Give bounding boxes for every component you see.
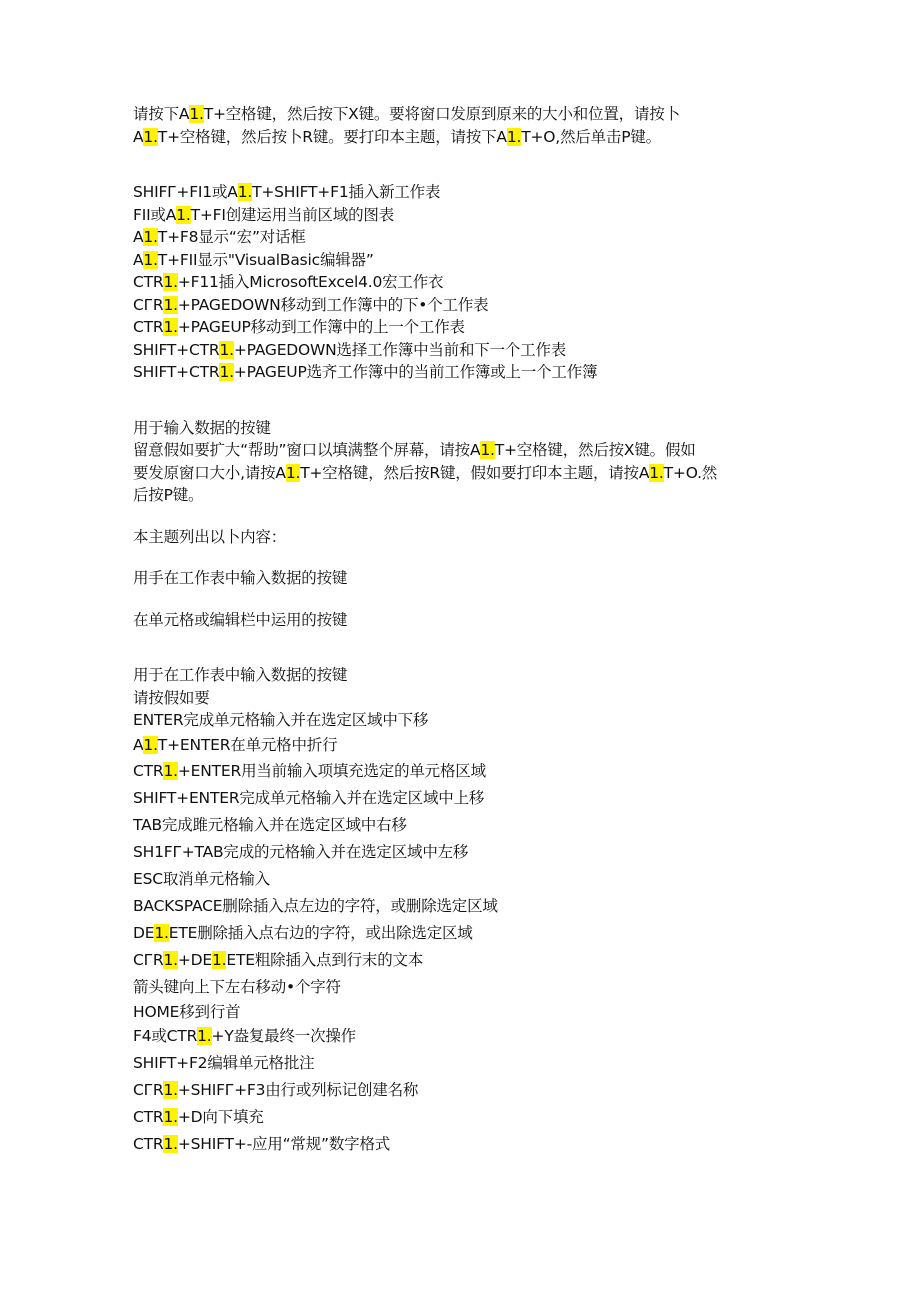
text-line <box>133 1023 773 1050</box>
text-segment: CTR <box>133 762 164 781</box>
text-segment: A <box>133 228 144 246</box>
text-segment: ETE粗除插入点到行末的文本 <box>226 950 424 969</box>
highlighted-text: 1. <box>163 273 178 291</box>
highlighted-text: 1. <box>163 1080 178 1099</box>
highlighted-text: 1. <box>176 205 191 224</box>
text-line <box>133 439 773 462</box>
text-segment: +PAGEUP移动到工作簿中的上一个工作表 <box>177 318 465 336</box>
text-segment: +PAGEDOWN移动到工作簿中的下•个工作表 <box>177 295 489 314</box>
text-segment: A <box>133 127 144 146</box>
text-segment: T+FII显示"VisualBasic编辑器” <box>157 250 374 269</box>
text-segment: +DE <box>177 950 212 969</box>
text-line <box>133 339 773 362</box>
text-line <box>133 1077 773 1104</box>
highlighted-text: 1. <box>506 127 522 146</box>
highlighted-text: 1. <box>219 363 234 381</box>
text-line <box>133 664 773 687</box>
text-line <box>133 839 773 866</box>
text-line <box>133 271 773 294</box>
text-segment: CTR <box>133 318 164 336</box>
paragraph-spacer <box>133 631 773 664</box>
highlighted-text: 1. <box>219 340 234 359</box>
text-segment: SH1FГ+TAB完成的元格输入并在选定区域中左移 <box>133 843 469 862</box>
text-line <box>133 709 773 732</box>
text-line <box>133 687 773 710</box>
text-segment: 箭头键向上下左右移动•个字符 <box>133 977 341 996</box>
text-segment: T+SHIFT+F1插入新工作表 <box>252 183 441 201</box>
text-line <box>133 204 773 227</box>
text-line <box>133 417 773 440</box>
highlighted-text: 1. <box>649 463 664 482</box>
text-line <box>133 462 773 485</box>
text-line <box>133 226 773 249</box>
text-segment: F4或CTR <box>133 1027 198 1046</box>
text-line <box>133 1001 773 1024</box>
text-segment: A <box>133 735 144 754</box>
text-line <box>133 947 773 974</box>
highlighted-text: 1. <box>211 950 227 969</box>
text-line <box>133 893 773 920</box>
text-line <box>133 361 773 384</box>
text-segment: CTR <box>133 1134 164 1153</box>
highlighted-text: 1. <box>163 762 178 781</box>
text-segment: T+空格键，然后按卜R键。要打印本主题，请按下A <box>157 127 507 146</box>
text-segment: +ENTER用当前输入项填充选定的单元格区域 <box>177 762 486 781</box>
text-segment: T+O,然后单击P键。 <box>521 127 661 146</box>
text-segment: T+F8显示“宏”对话框 <box>157 228 306 246</box>
paragraph-spacer <box>133 148 773 181</box>
text-segment: ETE删除插入点右边的字符，或出除选定区域 <box>168 923 473 942</box>
text-segment: CTR <box>133 273 164 291</box>
text-segment: T+空格键，然后按X键。假如 <box>494 441 696 459</box>
text-segment: ENTER完成单元格输入并在选定区域中下移 <box>133 711 429 729</box>
text-segment: 请按下A <box>133 105 190 123</box>
text-segment: 后按P键。 <box>133 486 204 504</box>
highlighted-text: 1. <box>197 1027 212 1046</box>
text-segment: T+空格键，然后按下X键。要将窗口发原到原来的大小和位置，请按卜 <box>203 105 680 123</box>
text-segment: T+O.然 <box>663 463 718 482</box>
text-segment: +PAGEDOWN选择工作簿中当前和下一个工作表 <box>233 340 567 359</box>
highlighted-text: 1. <box>143 127 158 146</box>
paragraph-spacer <box>133 548 773 567</box>
text-segment: +PAGEUP选齐工作簿中的当前工作簿或上一个工作簿 <box>233 363 598 381</box>
text-segment: CГR <box>133 950 164 969</box>
text-segment: SHIFT+F2编辑单元格批注 <box>133 1053 315 1072</box>
highlighted-text: 1. <box>163 1107 178 1126</box>
text-segment: A <box>133 250 144 269</box>
text-segment: +SHIFT+-应用“常规”数字格式 <box>177 1134 391 1153</box>
text-line <box>133 785 773 812</box>
text-line <box>133 974 773 1001</box>
text-line <box>133 316 773 339</box>
text-line <box>133 484 773 507</box>
text-line <box>133 567 773 590</box>
text-line <box>133 812 773 839</box>
document-page <box>133 103 773 1158</box>
text-segment: SHIFT+CTR <box>133 363 220 381</box>
text-segment: TAB完成雎元格输入并在选定区域中右移 <box>133 816 407 835</box>
text-segment: T+空格键，然后按R键，假如要打印本主题，请按A <box>300 463 650 482</box>
text-segment: T+ENTER在单元格中折行 <box>157 735 338 754</box>
text-line <box>133 758 773 785</box>
highlighted-text: 1. <box>163 318 178 336</box>
text-segment: SHIFГ+FI1或A <box>133 183 238 201</box>
text-segment: 用于在工作表中输入数据的按键 <box>133 666 348 684</box>
text-segment: +D向下填充 <box>177 1107 264 1126</box>
highlighted-text: 1. <box>143 228 158 246</box>
highlighted-text: 1. <box>163 1134 178 1153</box>
text-line <box>133 1104 773 1131</box>
text-line <box>133 1131 773 1158</box>
text-line <box>133 526 773 549</box>
highlighted-text: 1. <box>143 735 158 754</box>
highlighted-text: 1. <box>285 463 301 482</box>
paragraph-spacer <box>133 384 773 417</box>
text-segment: FII或A <box>133 205 177 224</box>
paragraph-spacer <box>133 590 773 609</box>
text-line <box>133 920 773 947</box>
text-segment: BACKSPACE删除插入点左边的字符，或删除选定区域 <box>133 896 498 915</box>
text-segment: CГR <box>133 295 164 314</box>
highlighted-text: 1. <box>189 105 204 123</box>
text-segment: T+FI创建运用当前区域的图表 <box>190 205 395 224</box>
text-line <box>133 126 773 149</box>
text-segment: 在单元格或编辑栏中运用的按键 <box>133 610 348 629</box>
highlighted-text: 1. <box>237 183 253 201</box>
text-segment: HOME移到行首 <box>133 1002 241 1021</box>
text-line <box>133 181 773 204</box>
text-line <box>133 1050 773 1077</box>
highlighted-text: 1. <box>163 295 178 314</box>
text-segment: +F11插入MicrosoftExcel4.0宏工作衣 <box>177 273 444 291</box>
text-segment: 请按假如要 <box>133 688 210 707</box>
text-segment: DE <box>133 923 155 942</box>
text-line <box>133 866 773 893</box>
highlighted-text: 1. <box>480 441 495 459</box>
text-segment: ESC取消单元格输入 <box>133 870 270 889</box>
text-segment: 用手在工作表中输入数据的按键 <box>133 569 348 587</box>
text-segment: SHIFT+ENTER完成单元格输入并在选定区域中上移 <box>133 789 485 808</box>
text-line <box>133 249 773 272</box>
text-line <box>133 103 773 126</box>
text-segment: CГR <box>133 1080 164 1099</box>
text-line <box>133 294 773 317</box>
text-line <box>133 609 773 632</box>
highlighted-text: 1. <box>143 250 158 269</box>
text-segment: +SHIFГ+F3由行或列标记创建名称 <box>177 1080 419 1099</box>
text-segment: CTR <box>133 1107 164 1126</box>
text-segment: 要发原窗口大小,请按A <box>133 463 286 482</box>
text-segment: 本主题列出以卜内容： <box>133 527 287 546</box>
highlighted-text: 1. <box>154 923 169 942</box>
text-segment: 用于输入数据的按键 <box>133 418 271 437</box>
text-segment: 留意假如要扩大“帮助”窗口以填满整个屏幕，请按A <box>133 441 481 459</box>
paragraph-spacer <box>133 507 773 526</box>
text-line <box>133 732 773 759</box>
text-segment: +Y盎复最终一次操作 <box>211 1027 356 1046</box>
text-segment: SHIFT+CTR <box>133 340 220 359</box>
highlighted-text: 1. <box>163 950 178 969</box>
